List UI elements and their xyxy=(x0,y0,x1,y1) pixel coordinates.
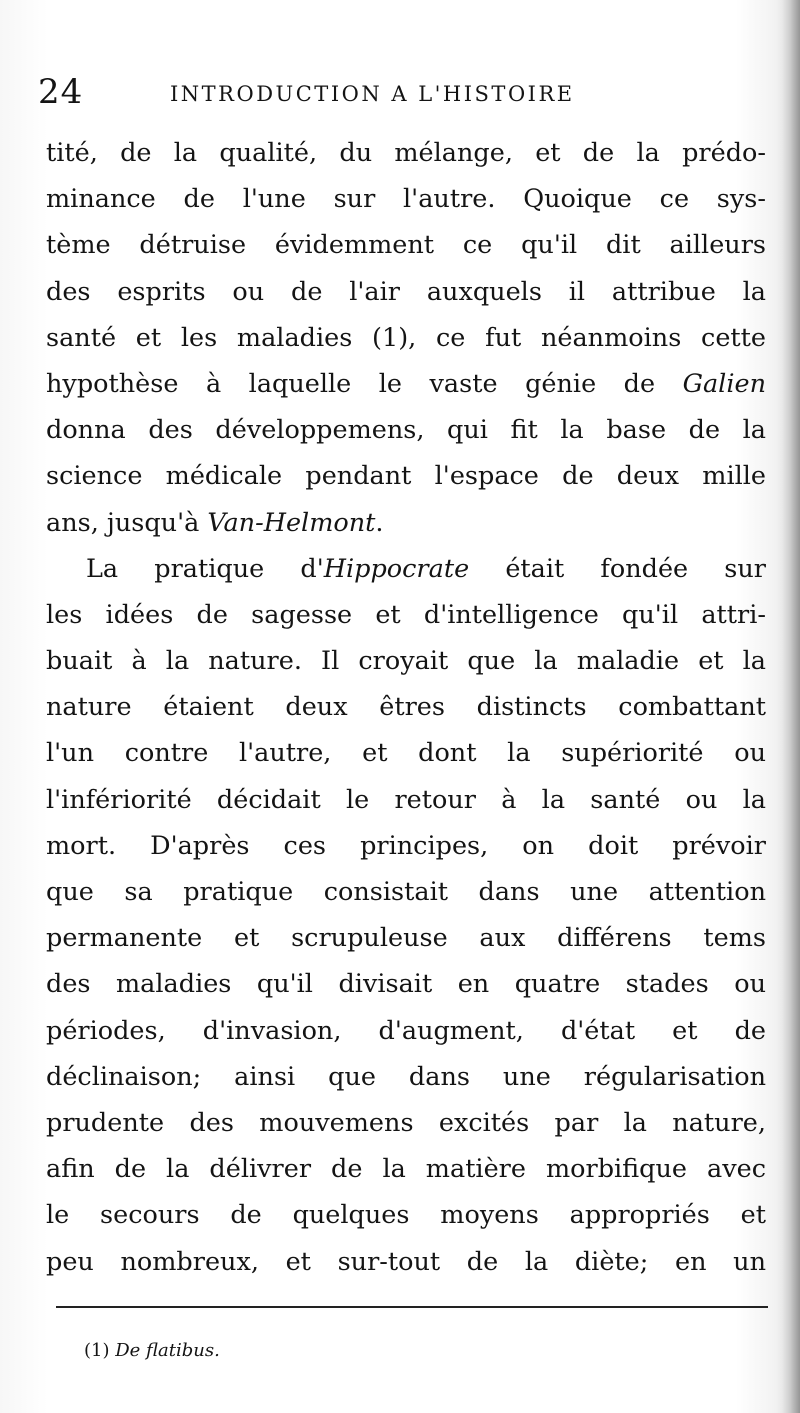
text-line: hypothèse à laquelle le vaste génie de Galien xyxy=(46,368,766,399)
text-line: santé et les maladies (1), ce fut néanmoins cette xyxy=(46,322,766,353)
text-line: permanente et scrupuleuse aux différens tems xyxy=(46,923,766,954)
text-line: minance de l'une sur l'autre. Quoique ce sys- xyxy=(46,184,766,215)
text-line: l'infériorité décidait le retour à la santé ou la xyxy=(46,784,766,815)
text-line: des esprits ou de l'air auxquels il attribue la xyxy=(46,276,766,307)
text-line: des maladies qu'il divisait en quatre stades ou xyxy=(46,969,766,1000)
text-line: périodes, d'invasion, d'augment, d'état et de xyxy=(46,1015,766,1046)
text-line: afin de la délivrer de la matière morbifique avec xyxy=(46,1154,766,1185)
text-line: que sa pratique consistait dans une attention xyxy=(46,877,766,907)
author-name-hippocrate: Hippocrate xyxy=(323,553,470,584)
footnote-marker: (1) xyxy=(84,1340,110,1361)
text-line: prudente des mouvemens excités par la nature, xyxy=(46,1107,766,1138)
text-line: donna des développemens, qui fit la base de la xyxy=(46,415,766,446)
running-title: INTRODUCTION A L'HISTOIRE xyxy=(170,82,575,106)
text-line: ans, jusqu'à Van-Helmont. xyxy=(46,507,384,538)
footnote-text: De flatibus. xyxy=(115,1340,220,1361)
text-line: tité, de la qualité, du mélange, et de la prédo- xyxy=(46,138,766,168)
text-line: le secours de quelques moyens appropriés et xyxy=(46,1200,766,1231)
text-line: déclinaison; ainsi que dans une régularisation xyxy=(46,1061,766,1092)
text-line: tème détruise évidemment ce qu'il dit ailleurs xyxy=(46,230,766,261)
paragraph-first-line: La pratique d'Hippocrate était fondée sur xyxy=(86,553,766,584)
page-number: 24 xyxy=(38,72,84,112)
text-line: peu nombreux, et sur-tout de la diète; en un xyxy=(46,1246,766,1277)
text-line: nature étaient deux êtres distincts combattant xyxy=(46,692,766,723)
text-line: les idées de sagesse et d'intelligence qu'il attri- xyxy=(46,599,766,630)
text-line: mort. D'après ces principes, on doit prévoir xyxy=(46,830,766,861)
body-text xyxy=(46,130,766,1285)
footnote xyxy=(84,1338,220,1364)
author-name-van-helmont: Van-Helmont xyxy=(207,507,376,538)
page-edge-shadow xyxy=(782,0,800,1413)
footnote-rule xyxy=(56,1306,768,1308)
running-head xyxy=(38,72,758,120)
author-name-galien: Galien xyxy=(682,368,766,399)
text-line: science médicale pendant l'espace de deux mille xyxy=(46,461,766,492)
text-line: l'un contre l'autre, et dont la supériorité ou xyxy=(46,738,766,769)
text-line: buait à la nature. Il croyait que la maladie et la xyxy=(46,646,766,677)
